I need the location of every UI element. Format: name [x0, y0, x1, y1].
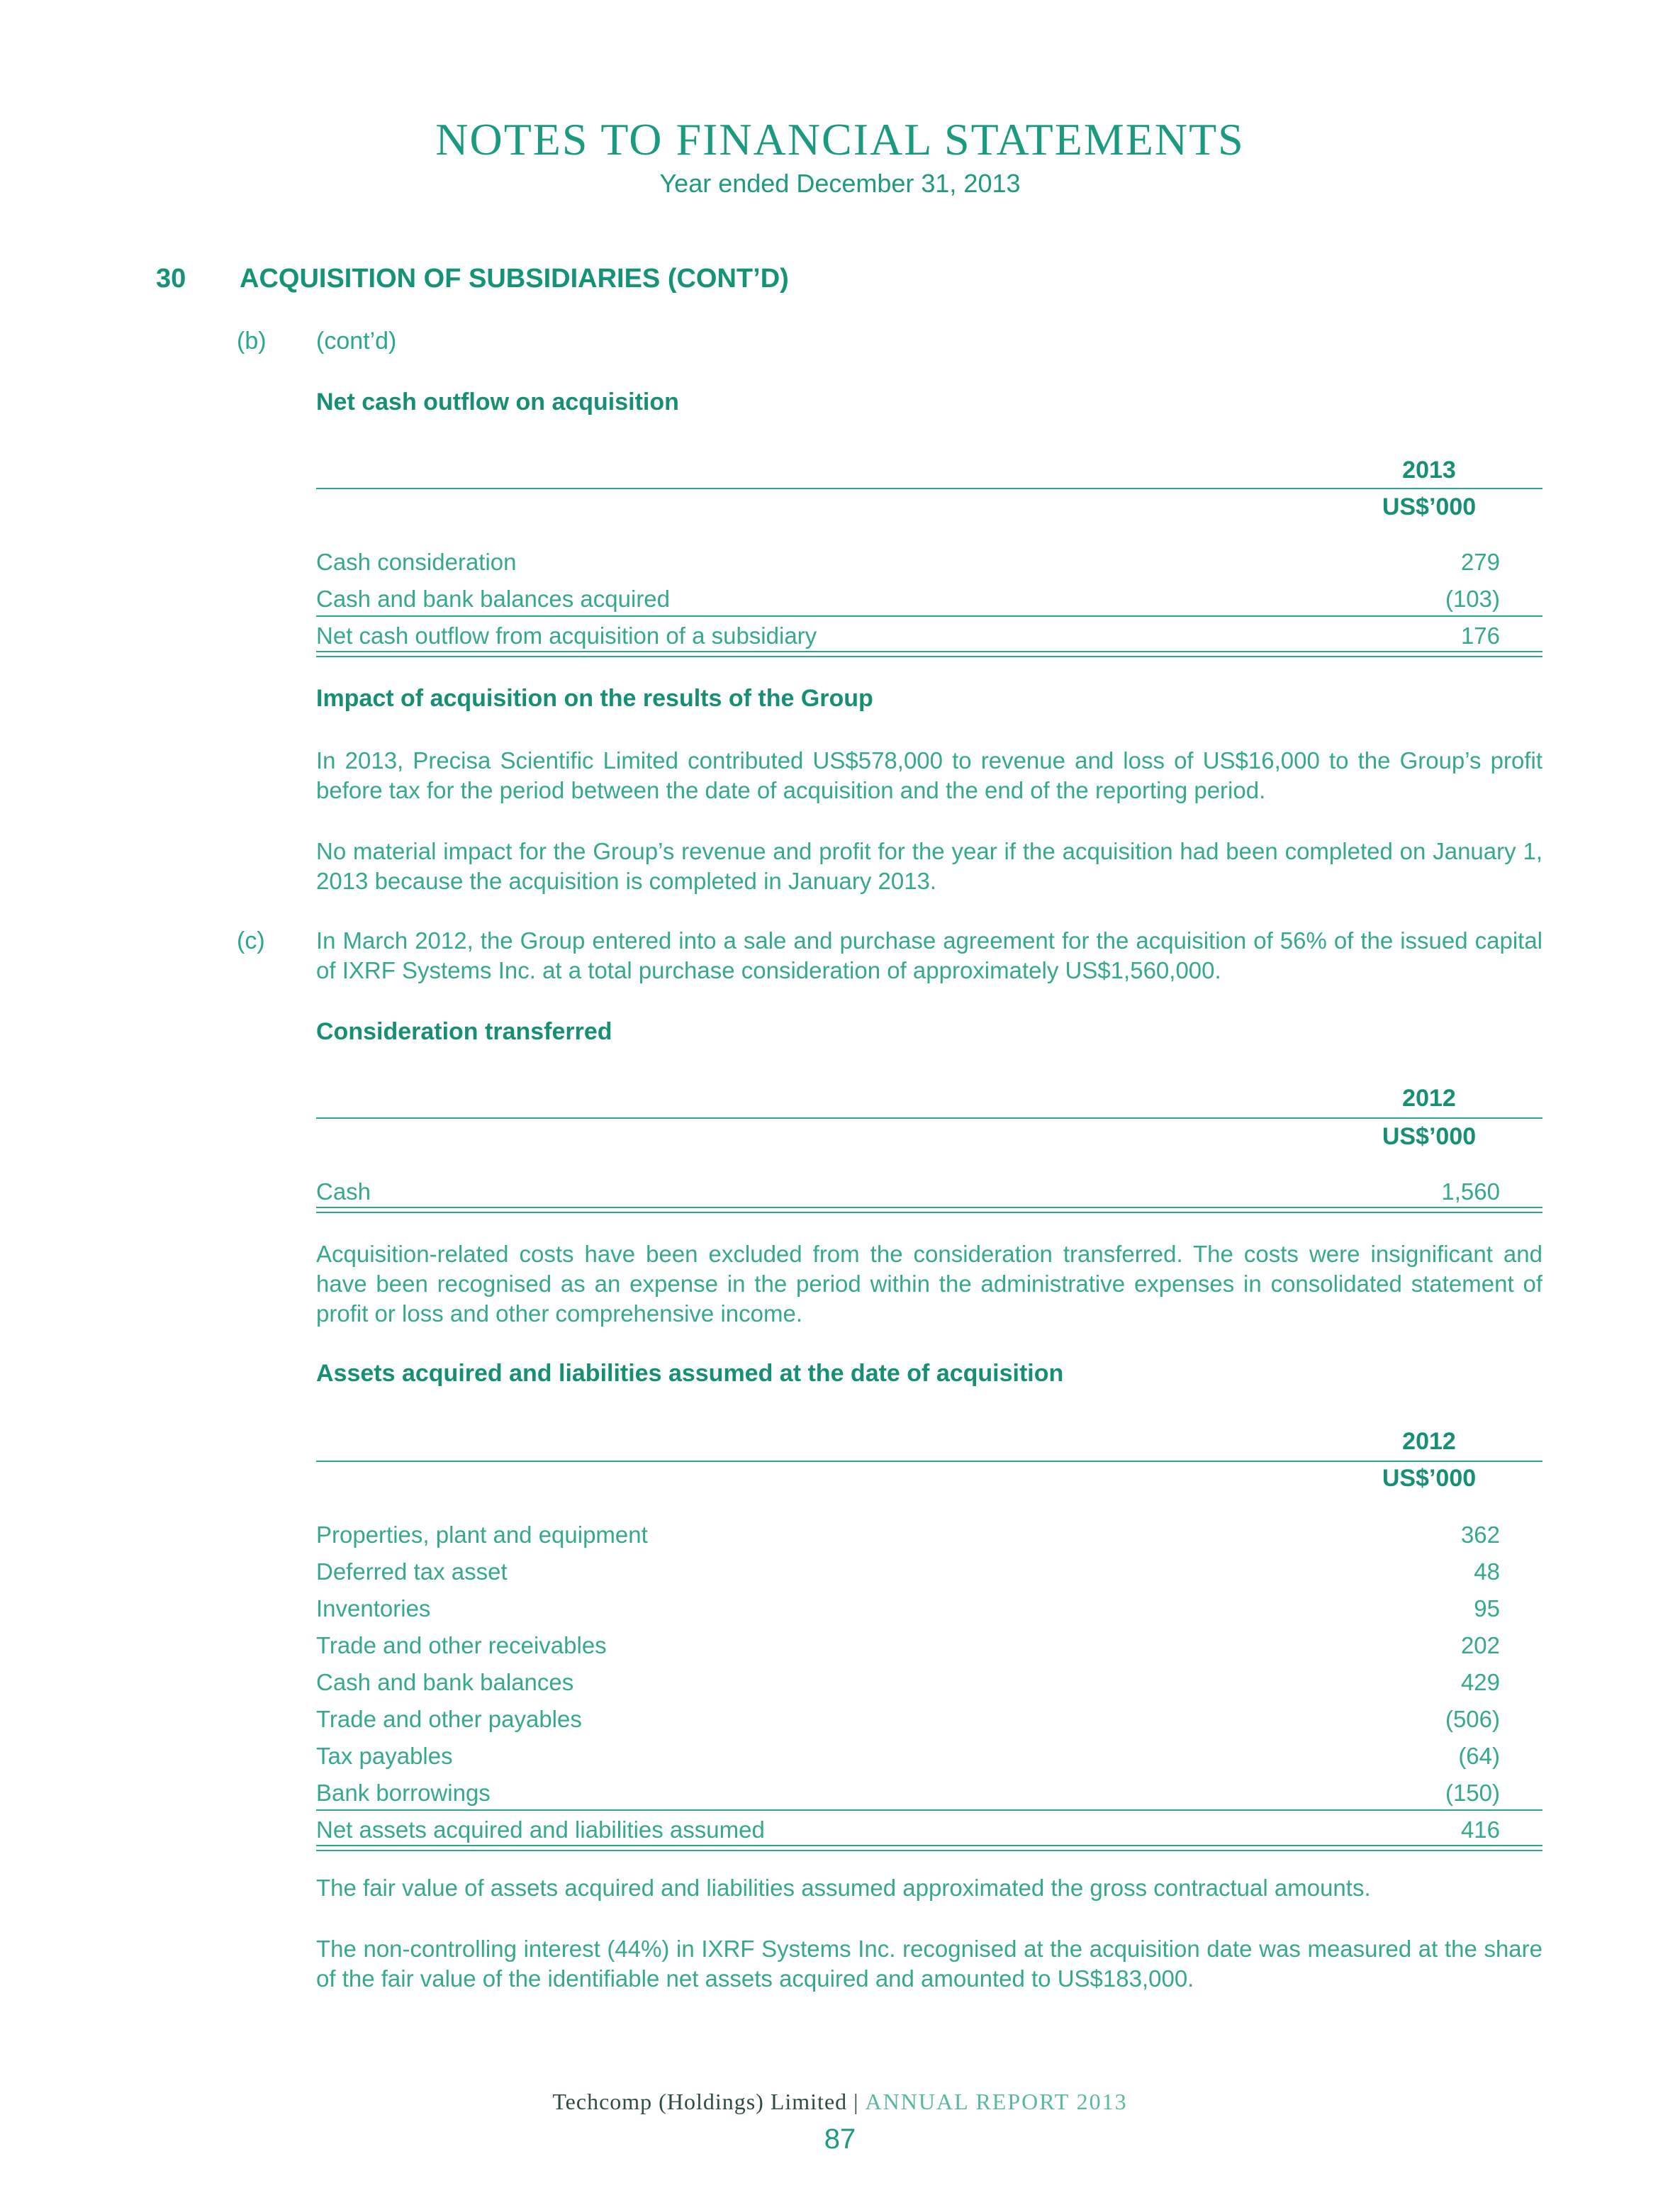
consideration-year: 2012 — [1402, 1085, 1456, 1112]
table-row — [316, 580, 1542, 617]
assets-unit: US$’000 — [1382, 1465, 1477, 1492]
section-title: ACQUISITION OF SUBSIDIARIES (CONT’D) — [240, 264, 789, 294]
footer-company: Techcomp (Holdings) Limited — [552, 2089, 848, 2114]
table-row — [316, 1774, 1542, 1811]
page-title: NOTES TO FINANCIAL STATEMENTS — [435, 114, 1245, 164]
table-row — [316, 1626, 1542, 1663]
row-label: Cash and bank balances — [316, 1669, 574, 1695]
part-c-intro: In March 2012, the Group entered into a sale and purchase agreement for the acquisition of 56% of the issued capital of IXRF Systems Inc. at a total purchase consideration of approximately US$1,560,000. — [316, 927, 1542, 983]
row-value: (506) — [1445, 1706, 1500, 1732]
row-value: 48 — [1474, 1558, 1500, 1585]
table-row — [316, 1700, 1542, 1737]
impact-heading: Impact of acquisition on the results of the Group — [316, 685, 873, 712]
table-row — [316, 1590, 1542, 1626]
table-row — [316, 543, 1542, 580]
row-label: Trade and other payables — [316, 1706, 582, 1732]
row-label: Deferred tax asset — [316, 1558, 508, 1585]
double-rule — [316, 1845, 1542, 1851]
total-row — [316, 1173, 1542, 1210]
row-value: 202 — [1460, 1632, 1500, 1658]
assets-heading: Assets acquired and liabilities assumed at the date of acquisition — [316, 1360, 1064, 1387]
net-cash-year: 2013 — [1402, 457, 1456, 484]
fair-value-note: The fair value of assets acquired and liabilities assumed approximated the gross contractual amounts. — [316, 1875, 1371, 1901]
row-label: Bank borrowings — [316, 1780, 491, 1806]
row-label: Inventories — [316, 1595, 431, 1622]
total-label: Net assets acquired and liabilities assumed — [316, 1816, 765, 1843]
total-label: Net cash outflow from acquisition of a subsidiary — [316, 623, 817, 649]
part-b-cont: (cont’d) — [316, 328, 397, 355]
footer-separator: | — [847, 2089, 866, 2114]
row-value: 95 — [1474, 1595, 1500, 1622]
total-row — [316, 617, 1542, 654]
total-label: Cash — [316, 1178, 371, 1205]
row-value: (64) — [1458, 1743, 1500, 1769]
table-rule — [316, 488, 1542, 489]
row-value: 429 — [1460, 1669, 1500, 1695]
double-rule — [316, 651, 1542, 657]
part-c-label: (c) — [237, 927, 265, 954]
impact-paragraph-1: In 2013, Precisa Scientific Limited contributed US$578,000 to revenue and loss of US$16,000 to the Group’s profit before tax for the period between the date of acquisition and the end of the reporting period. — [316, 747, 1542, 803]
page-subtitle: Year ended December 31, 2013 — [659, 169, 1021, 198]
row-value: 279 — [1460, 549, 1500, 575]
table-row — [316, 1737, 1542, 1774]
row-label: Tax payables — [316, 1743, 453, 1769]
nci-note: The non-controlling interest (44%) in IXRF Systems Inc. recognised at the acquisition date was measured at the share of the fair value of the identifiable net assets acquired and amounted to US$183,000. — [316, 1936, 1542, 1992]
costs-note: Acquisition-related costs have been excluded from the consideration transferred. The costs were insignificant and have been recognised as an expense in the period within the administrative expenses in consolidated statement of profit or loss and other comprehensive income. — [316, 1241, 1542, 1327]
impact-paragraph-2: No material impact for the Group’s revenue and profit for the year if the acquisition had been completed on January 1, 2013 because the acquisition is completed in January 2013. — [316, 838, 1542, 894]
total-value: 416 — [1460, 1816, 1500, 1843]
footer-report: ANNUAL REPORT 2013 — [865, 2089, 1128, 2114]
assets-year: 2012 — [1402, 1428, 1456, 1455]
consideration-heading: Consideration transferred — [316, 1018, 612, 1045]
footer — [0, 2089, 1680, 2115]
consideration-unit: US$’000 — [1382, 1123, 1477, 1150]
page-number: 87 — [824, 2123, 856, 2155]
total-value: 1,560 — [1441, 1178, 1500, 1205]
table-rule — [316, 1117, 1542, 1119]
total-value: 176 — [1460, 623, 1500, 649]
total-row — [316, 1811, 1542, 1848]
row-label: Trade and other receivables — [316, 1632, 607, 1658]
row-value: (103) — [1445, 586, 1500, 612]
part-b-label: (b) — [237, 328, 267, 355]
table-row — [316, 1516, 1542, 1553]
section-number: 30 — [156, 264, 186, 294]
row-label: Cash and bank balances acquired — [316, 586, 671, 612]
table-row — [316, 1553, 1542, 1590]
row-value: (150) — [1445, 1780, 1500, 1806]
table-rule — [316, 1461, 1542, 1462]
row-label: Cash consideration — [316, 549, 517, 575]
table-row — [316, 1663, 1542, 1700]
net-cash-heading: Net cash outflow on acquisition — [316, 389, 679, 415]
row-value: 362 — [1460, 1522, 1500, 1548]
row-label: Properties, plant and equipment — [316, 1522, 648, 1548]
net-cash-unit: US$’000 — [1382, 493, 1477, 520]
double-rule — [316, 1207, 1542, 1213]
